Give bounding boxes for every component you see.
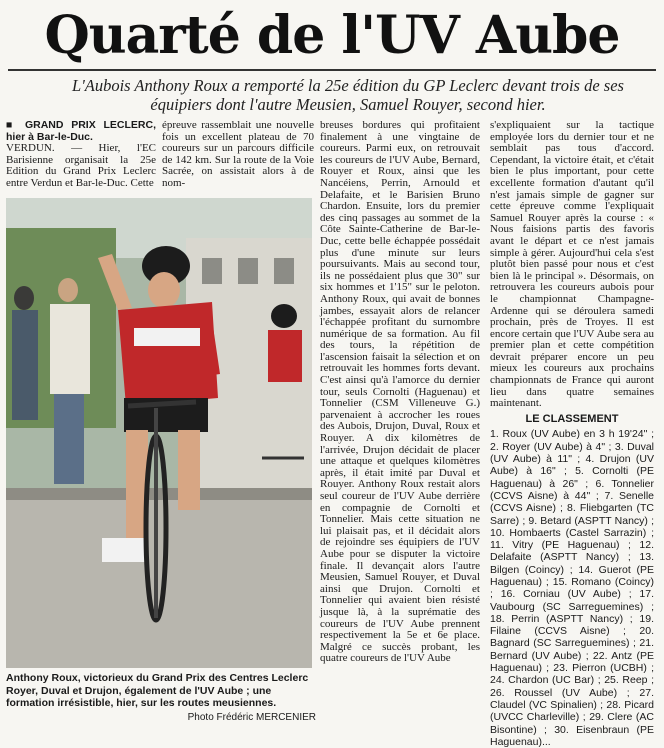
article-column-1 [6,120,156,190]
deck-subtitle: L'Aubois Anthony Roux a remporté la 25e édition du GP Leclerc devant trois de ses équipiers dont l'autre Meusien, Samuel Rouyer, second hier. [72,76,624,114]
column-3-text: breuses bordures qui profitaient finalement à une vingtaine de coureurs. Parmi eux, on retrouvait les coureurs de l'UV Aube, Bernard, Rouyer et Roux, ainsi que les Nancéiens, Perrin, Arnould et Delafaite, et le Barisien Bruno Chardon. Ensuite, lors du premier des cinq passages au sommet de la Côte Sainte-Catherine de Bar-le-Duc, cette belle échappée possédait plus d'une minute sur leurs poursuivants. Mais au second tour, ils ne possédaient plus que 30" sur six hommes et 1'15" sur le peloton. Anthony Roux, qui avait de bonnes jambes, essayait alors de relancer l'échappée profitant du surnombre numérique de sa formation. Au fil des tours, la répétition de l'ascension faisait la sélection et on retrouvait les hommes forts devant. C'est ainsi qu'à l'amorce du dernier tour, seuls Cornolti (Haguenau) et Tonnelier (CSM Villeneuve G.) parvenaient à accrocher les roues des Aubois, Drujon, Duval, Roux et Rouyer. A dix kilomètres de l'arrivée, Drujon décidait de placer une attaque et quelques kilomètres après, il était imité par Duval et Rouyer. Anthony Roux restait alors seul coureur de l'UV Aube derrière en compagnie de Cornolti et Tonnelier. Mais cette situation ne lui plaisait pas, et il décidait alors de rejoindre ses équipiers de l'UV Aube pour se disputer la victoire finale. Il devançait alors l'autre Meusien, Samuel Rouyer, et Duval ainsi que Drujon. Cornolti et Tonnelier qui avaient bien résisté jusque là, à la suprématie des coureurs de l'UV Aube prennent respectivement la 5e et 6e place. Malgré ce succès probant, les quatre coureurs de l'UV Aube [320,119,480,665]
column-1-text: VERDUN. — Hier, l'EC Barisienne organisait la 25e Edition du Grand Prix Leclerc entre Verdun et Bar-le-Duc. Cette [6,142,156,189]
classement-results: 1. Roux (UV Aube) en 3 h 19'24" ; 2. Royer (UV Aube) à 4" ; 3. Duval (UV Aube) à 11" ; 4. Drujon (UV Aube) à 16" ; 5. Cornolti (PE Haguenau) à 26" ; 6. Tonnelier (CCVS Aisne) à 44" ; 7. Senelle (CCVS Aisne) ; 8. Fliebgarten (TC Sarre) ; 9. Betard (ASPTT Nancy) ; 10. Hombaerts (Castel Sarrazin) ; 11. Vitry (PE Haguenau) ; 12. Delafaite (ASPTT Nancy) ; 13. Bilgen (Coincy) ; 14. Guerot (PE Haguenau) ; 15. Romano (Coincy) ; 16. Corniau (UV Aube) ; 17. Vaubourg (SC Sarreguemines) ; 18. Perrin (ASPTT Nancy) ; 19. Filaine (CCVS Aisne) ; 20. Bagnard (SC Sarreguemines) ; 21. Bernard (UV Aube) ; 22. Antz (PE Haguenau) ; 23. Pierron (UCBH) ; 24. Chardon (UC Bar) ; 25. Reep ; 26. Roussel (UV Aube) ; 27. Claudel (VC Spinalien) ; 28. Picard (UVCC Charleville) ; 29. Clere (AC Bisontine) ; 30. Eisenbraun (PE Haguenau)... [490,428,654,748]
photo-credit: Photo Frédéric MERCENIER [187,712,316,723]
column-4-text: s'expliquaient sur la tactique employée lors du dernier tour et ne semblait pas tous d'accord. Cependant, la victoire était, et c'était bien le plus important, pour cette excellente formation d'autant qu'il n'est jamais simple de gagner sur cette épreuve comme l'expliquait Samuel Rouyer après la course : « Nous faisions partis des favoris avant le départ et ce n'est jamais simple à gérer. Aujourd'hui cela s'est plutôt bien passé pour nous et c'est bien là le principal ». Désormais, on retrouvera les coureurs aubois pour le championnat Champagne-Ardenne qui se déroulera samedi prochain, près de Troyes. Il est encore certain que l'UV Aube sera au premier plan et cette compétition devrait préparer encore un peu mieux les coureurs aux prochains championnats de France qui auront lieu dans quatre semaines maintenant. [490,119,654,410]
photo-caption: Anthony Roux, victorieux du Grand Prix des Centres Leclerc Royer, Duval et Drujon, également de l'UV Aube ; une formation irrésistible, hier, sur les routes meusiennes. [6,672,309,709]
classement-title: LE CLASSEMENT [525,412,619,425]
kicker: ■ GRAND PRIX LECLERC, hier à Bar-le-Duc. [6,119,156,143]
race-photo [6,198,312,668]
article-column-2 [162,120,314,190]
article-column-3 [320,120,480,665]
headline-rule [8,69,656,71]
cyclist-illustration [6,198,312,668]
column-2-text: épreuve rassemblait une nouvelle fois un excellent plateau de 70 coureurs sur un parcours difficile de 142 km. Sur la route de la Voie Sacrée, on assistait alors à de nom- [162,119,314,189]
headline: Quarté de l'UV Aube [44,5,620,66]
article-column-4 [490,120,654,748]
